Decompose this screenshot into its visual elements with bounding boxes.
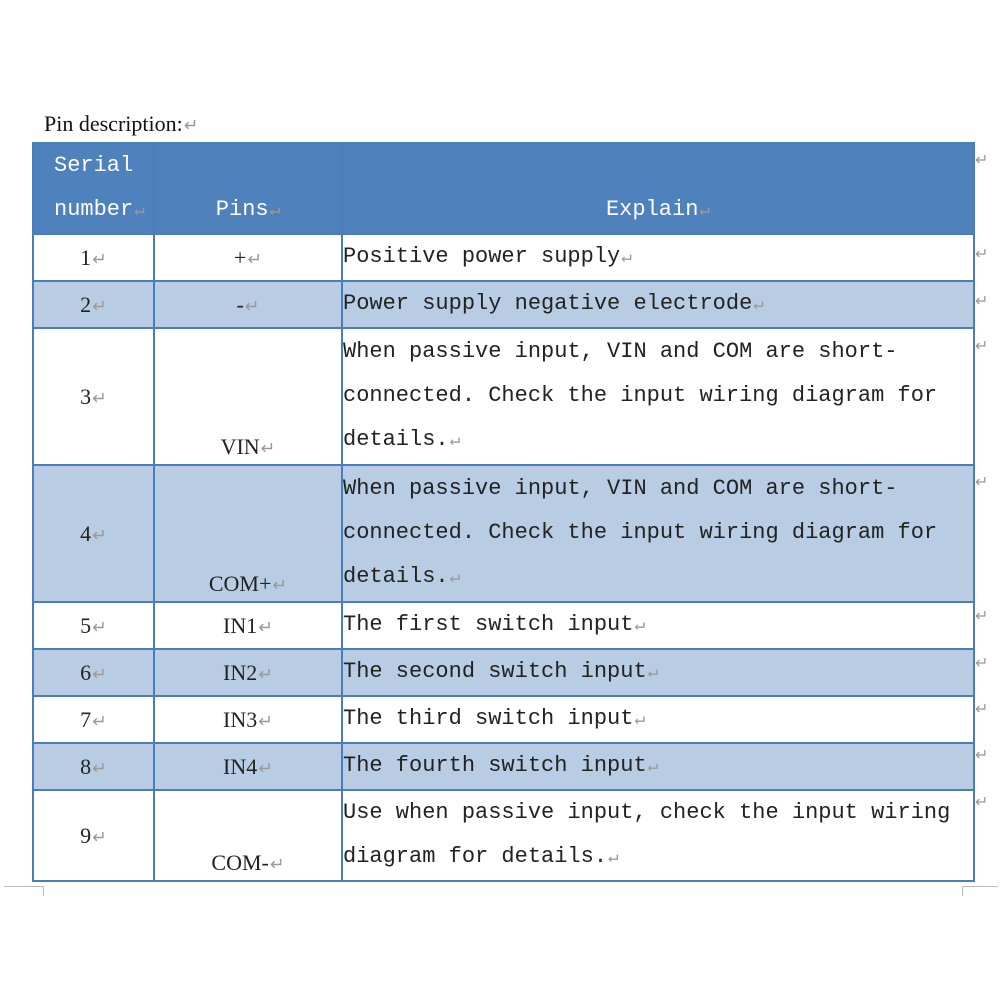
serial-cell — [33, 743, 154, 790]
serial-text: 1 — [80, 244, 92, 270]
paragraph-mark-icon: ↵ — [608, 848, 619, 868]
row-end-mark-icon: ↵ — [975, 701, 989, 718]
caption-text: Pin description: — [44, 111, 183, 136]
paragraph-mark-icon: ↵ — [92, 248, 107, 269]
explain-cell — [342, 465, 974, 602]
paragraph-mark-icon: ↵ — [634, 616, 646, 636]
caption — [44, 111, 198, 137]
header-explain — [342, 143, 974, 234]
paragraph-mark-icon: ↵ — [753, 295, 764, 315]
row-end-mark-icon: ↵ — [975, 474, 989, 491]
paragraph-mark-icon: ↵ — [92, 387, 107, 408]
paragraph-mark-icon: ↵ — [183, 115, 199, 135]
header-explain-text: Explain — [605, 197, 699, 222]
pin-text: + — [233, 244, 247, 270]
paragraph-mark-icon: ↵ — [449, 568, 461, 588]
paragraph-mark-icon: ↵ — [272, 575, 288, 595]
paragraph-mark-icon: ↵ — [269, 854, 285, 874]
explain-cell — [342, 649, 974, 696]
table-row — [33, 234, 974, 281]
paragraph-mark-icon: ↵ — [92, 826, 107, 847]
explain-text: The second switch input — [343, 659, 647, 684]
header-serial-number — [33, 143, 154, 234]
row-end-mark-icon: ↵ — [975, 293, 989, 310]
table-row — [33, 696, 974, 743]
paragraph-mark-icon: ↵ — [92, 295, 107, 316]
row-end-mark-icon: ↵ — [975, 747, 989, 764]
header-serial-line1: Serial — [54, 153, 134, 178]
pin-text: VIN — [220, 434, 260, 459]
serial-text: 4 — [80, 520, 92, 546]
pin-cell — [154, 743, 342, 790]
explain-cell — [342, 328, 974, 465]
header-row — [33, 143, 974, 234]
serial-cell — [33, 465, 154, 602]
margin-guide — [962, 886, 998, 887]
table-row — [33, 790, 974, 881]
explain-text: Use when passive input, check the input wiring diagram for details. — [343, 800, 951, 869]
pin-text: IN2 — [223, 659, 258, 685]
table-row — [33, 649, 974, 696]
serial-cell — [33, 649, 154, 696]
paragraph-mark-icon: ↵ — [92, 524, 107, 545]
explain-cell — [342, 234, 974, 281]
explain-cell — [342, 743, 974, 790]
serial-text: 9 — [80, 822, 92, 848]
table-row — [33, 743, 974, 790]
explain-text: Power supply negative electrode — [343, 291, 753, 316]
paragraph-mark-icon: ↵ — [647, 757, 659, 777]
paragraph-mark-icon: ↵ — [647, 663, 659, 683]
pin-table — [32, 142, 975, 882]
row-end-mark-icon: ↵ — [975, 794, 989, 811]
serial-cell — [33, 328, 154, 465]
paragraph-mark-icon: ↵ — [699, 201, 710, 221]
paragraph-mark-icon: ↵ — [244, 295, 260, 316]
explain-cell — [342, 696, 974, 743]
pin-cell — [154, 281, 342, 328]
pin-cell — [154, 465, 342, 602]
serial-text: 2 — [80, 291, 92, 317]
pin-cell — [154, 234, 342, 281]
serial-text: 3 — [80, 383, 92, 409]
paragraph-mark-icon: ↵ — [634, 710, 646, 730]
paragraph-mark-icon: ↵ — [260, 438, 276, 458]
row-end-mark-icon: ↵ — [975, 608, 989, 625]
row-end-mark-icon: ↵ — [975, 655, 989, 672]
explain-text: When passive input, VIN and COM are short-connected. Check the input wiring diagram for details. — [343, 476, 938, 589]
serial-cell — [33, 281, 154, 328]
paragraph-mark-icon: ↵ — [92, 710, 107, 731]
serial-cell — [33, 602, 154, 649]
explain-text: The first switch input — [343, 612, 634, 637]
explain-text: The third switch input — [343, 706, 634, 731]
paragraph-mark-icon: ↵ — [247, 248, 263, 269]
pin-cell — [154, 790, 342, 881]
paragraph-mark-icon: ↵ — [92, 663, 107, 684]
paragraph-mark-icon: ↵ — [92, 616, 107, 637]
pin-text: COM+ — [208, 571, 272, 596]
serial-cell — [33, 790, 154, 881]
pin-cell — [154, 696, 342, 743]
row-end-mark-icon: ↵ — [975, 338, 989, 355]
paragraph-mark-icon: ↵ — [258, 616, 273, 637]
serial-text: 5 — [80, 612, 92, 638]
serial-text: 8 — [80, 753, 92, 779]
explain-text: Positive power supply — [343, 244, 621, 269]
paragraph-mark-icon: ↵ — [258, 663, 273, 684]
pin-text: IN4 — [223, 753, 258, 779]
serial-text: 6 — [80, 659, 92, 685]
pin-text: IN3 — [223, 706, 258, 732]
pin-text: COM- — [211, 850, 269, 875]
table-row — [33, 281, 974, 328]
pin-text: IN1 — [223, 612, 258, 638]
table-row — [33, 602, 974, 649]
row-end-mark-icon: ↵ — [975, 246, 989, 263]
serial-cell — [33, 234, 154, 281]
serial-cell — [33, 696, 154, 743]
serial-text: 7 — [80, 706, 92, 732]
explain-text: The fourth switch input — [343, 753, 647, 778]
explain-cell — [342, 281, 974, 328]
row-end-mark-icon: ↵ — [975, 152, 989, 169]
paragraph-mark-icon: ↵ — [258, 710, 273, 731]
table-row — [33, 328, 974, 465]
header-pins — [154, 143, 342, 234]
paragraph-mark-icon: ↵ — [269, 201, 281, 221]
paragraph-mark-icon: ↵ — [621, 248, 632, 268]
table-row — [33, 465, 974, 602]
header-pins-text: Pins — [215, 197, 269, 222]
header-serial-line2: number — [54, 197, 134, 222]
margin-guide — [962, 886, 963, 896]
paragraph-mark-icon: ↵ — [134, 201, 145, 221]
pin-cell — [154, 649, 342, 696]
margin-guide — [43, 886, 44, 896]
paragraph-mark-icon: ↵ — [449, 431, 461, 451]
pin-cell — [154, 328, 342, 465]
pin-text: - — [236, 291, 244, 317]
explain-text: When passive input, VIN and COM are short-connected. Check the input wiring diagram for details. — [343, 339, 938, 452]
explain-cell — [342, 602, 974, 649]
paragraph-mark-icon: ↵ — [92, 757, 107, 778]
explain-cell — [342, 790, 974, 881]
paragraph-mark-icon: ↵ — [258, 757, 273, 778]
margin-guide — [4, 886, 44, 887]
pin-cell — [154, 602, 342, 649]
